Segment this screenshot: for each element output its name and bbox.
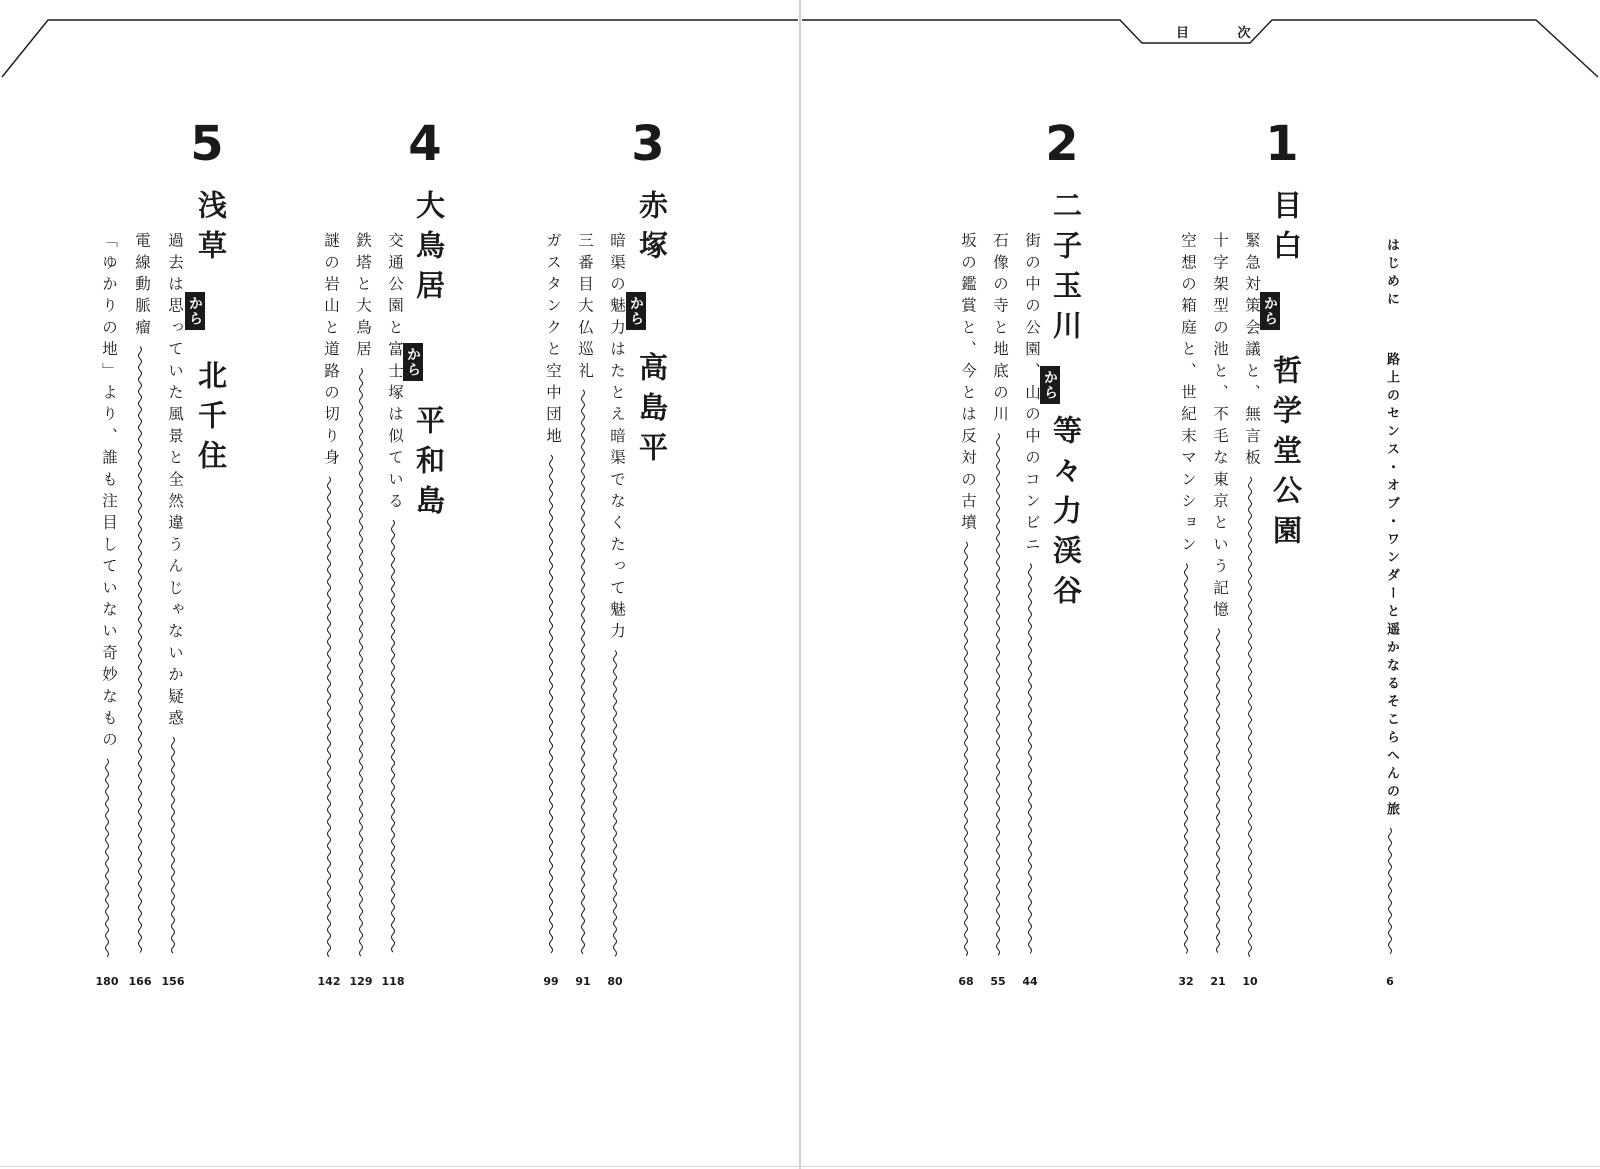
section-title: 十字架型の池と、不毛な東京という記憶 [1211,232,1229,623]
section-leader [997,433,1000,955]
toc-header-title: 目 次 [1176,26,1273,41]
intro-title: 路上のセンス・オブ・ワンダーと遥かなるそこらへんの旅 [1384,352,1399,820]
intro-label: はじめに [1384,238,1399,310]
section-page: 91 [575,975,591,988]
chapter-from: 赤塚 [635,190,669,270]
chapter-kara-badge: から [1040,366,1060,404]
chapter-to: 等々力渓谷 [1049,415,1083,615]
section-page: 180 [95,975,119,988]
section-title: 緊急対策会議と、無言板 [1243,232,1261,471]
section-page: 68 [958,975,974,988]
section-leader [1217,629,1220,953]
section-title: 街の中の公園、山の中のコンビニ [1023,232,1041,558]
chapter-from: 二子玉川 [1049,190,1083,350]
section-leader [139,347,142,953]
section-leader [172,737,175,953]
section-leader [614,650,617,956]
section-title: 三番目大仏巡礼 [576,232,594,384]
section-page: 44 [1022,975,1038,988]
section-page: 99 [543,975,559,988]
intro-leader [1389,828,1392,954]
section-title: 石像の寺と地底の川 [991,232,1009,428]
intro-page: 6 [1386,975,1394,988]
section-page: 142 [317,975,341,988]
chapter-to: 哲学堂公園 [1269,355,1303,555]
section-page: 156 [161,975,185,988]
section-title: 電線動脈瘤 [133,232,151,341]
section-page: 21 [1210,975,1226,988]
section-leader [965,542,968,956]
chapter-kara-badge: から [403,343,423,381]
chapter-number: 2 [1045,116,1079,172]
section-title: 謎の岩山と道路の切り身 [322,232,340,471]
page-edge [0,1166,1600,1167]
section-page: 80 [607,975,623,988]
section-leader [1029,564,1032,954]
chapter-from: 目白 [1269,190,1303,270]
section-leader [360,368,363,956]
chapter-number: 5 [190,116,224,172]
section-page: 129 [349,975,373,988]
section-leader [1185,564,1188,954]
section-title: 「ゆかりの地」より、誰も注目していない奇妙なもの [100,232,118,753]
chapter-to: 高島平 [635,352,669,472]
chapter-number: 4 [408,116,442,172]
section-title: ガスタンクと空中団地 [544,232,562,449]
section-title: 空想の箱庭と、世紀末マンション [1179,232,1197,558]
section-page: 55 [990,975,1006,988]
chapter-to: 平和島 [412,405,446,525]
section-title: 交通公園と富士塚は似ている [386,232,404,515]
chapter-number: 3 [631,116,665,172]
chapter-kara-badge: から [185,292,205,330]
page-gutter [799,0,801,1169]
chapter-number: 1 [1265,116,1299,172]
section-page: 32 [1178,975,1194,988]
section-title: 暗渠の魅力はたとえ暗渠でなくたって魅力 [608,232,626,645]
section-leader [550,455,553,953]
chapter-kara-badge: から [626,292,646,330]
section-page: 166 [128,975,152,988]
chapter-kara-badge: から [1260,292,1280,330]
chapter-from: 大鳥居 [412,190,446,310]
chapter-from: 浅草 [194,190,228,270]
chapter-to: 北千住 [194,360,228,480]
section-leader [1249,477,1252,957]
section-leader [328,477,331,957]
section-title: 坂の鑑賞と、今とは反対の古墳 [959,232,977,536]
section-leader [582,390,585,954]
section-page: 118 [381,975,405,988]
section-title: 過去は思っていた風景と全然違うんじゃないか疑惑 [166,232,184,732]
section-leader [392,520,395,952]
left-frame-line [2,20,798,77]
section-title: 鉄塔と大鳥居 [354,232,372,363]
section-page: 10 [1242,975,1258,988]
section-leader [106,759,109,957]
